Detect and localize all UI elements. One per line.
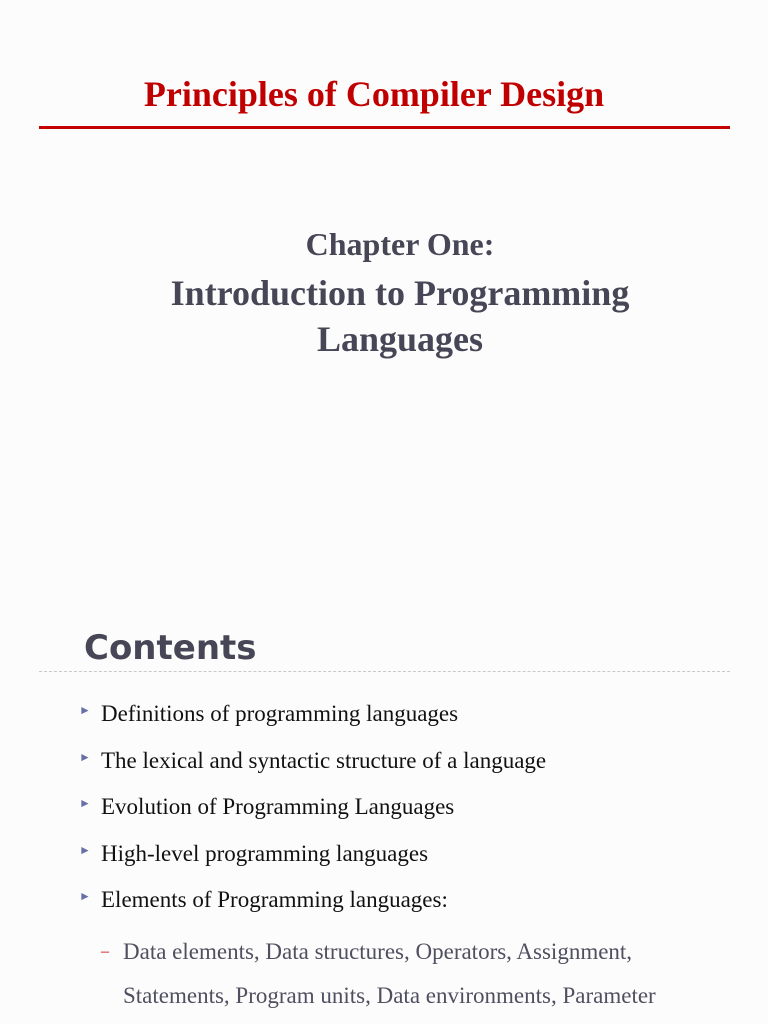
triangle-bullet-icon: ► [79, 749, 91, 764]
list-item [0, 840, 546, 887]
chapter-title-line-2: Languages [316, 319, 484, 359]
contents-divider [39, 671, 730, 672]
sub-list [0, 930, 703, 1017]
contents-heading: Contents [84, 628, 257, 668]
title-divider [39, 126, 730, 129]
chapter-heading [0, 222, 768, 362]
triangle-bullet-icon: ► [79, 703, 91, 717]
list-item [0, 700, 546, 747]
list-item [0, 747, 546, 794]
list-item-label: Definitions of programming languages [101, 701, 459, 726]
triangle-bullet-icon: ► [79, 889, 91, 904]
list-item [0, 886, 546, 933]
dash-bullet-icon: – [101, 943, 109, 960]
list-item-label: The lexical and syntactic structure of a language [101, 747, 547, 773]
course-title: Principles of Compiler Design [143, 74, 605, 114]
chapter-title [0, 270, 768, 362]
triangle-bullet-icon: ► [79, 796, 91, 811]
triangle-bullet-icon: ► [79, 842, 91, 857]
sub-list-item [0, 930, 703, 1017]
chapter-label: Chapter One: [305, 226, 495, 262]
contents-list [0, 700, 546, 933]
list-item-label: Elements of Programming languages: [101, 887, 448, 913]
list-item [0, 793, 546, 840]
list-item-label: Evolution of Programming Languages [101, 794, 455, 820]
list-item-label: High-level programming languages [101, 840, 429, 866]
chapter-title-line-1: Introduction to Programming [170, 273, 630, 313]
sub-list-item-label: Data elements, Data structures, Operators, Assignment, Statements, Program units, Data environments, Parameter [123, 939, 656, 1008]
